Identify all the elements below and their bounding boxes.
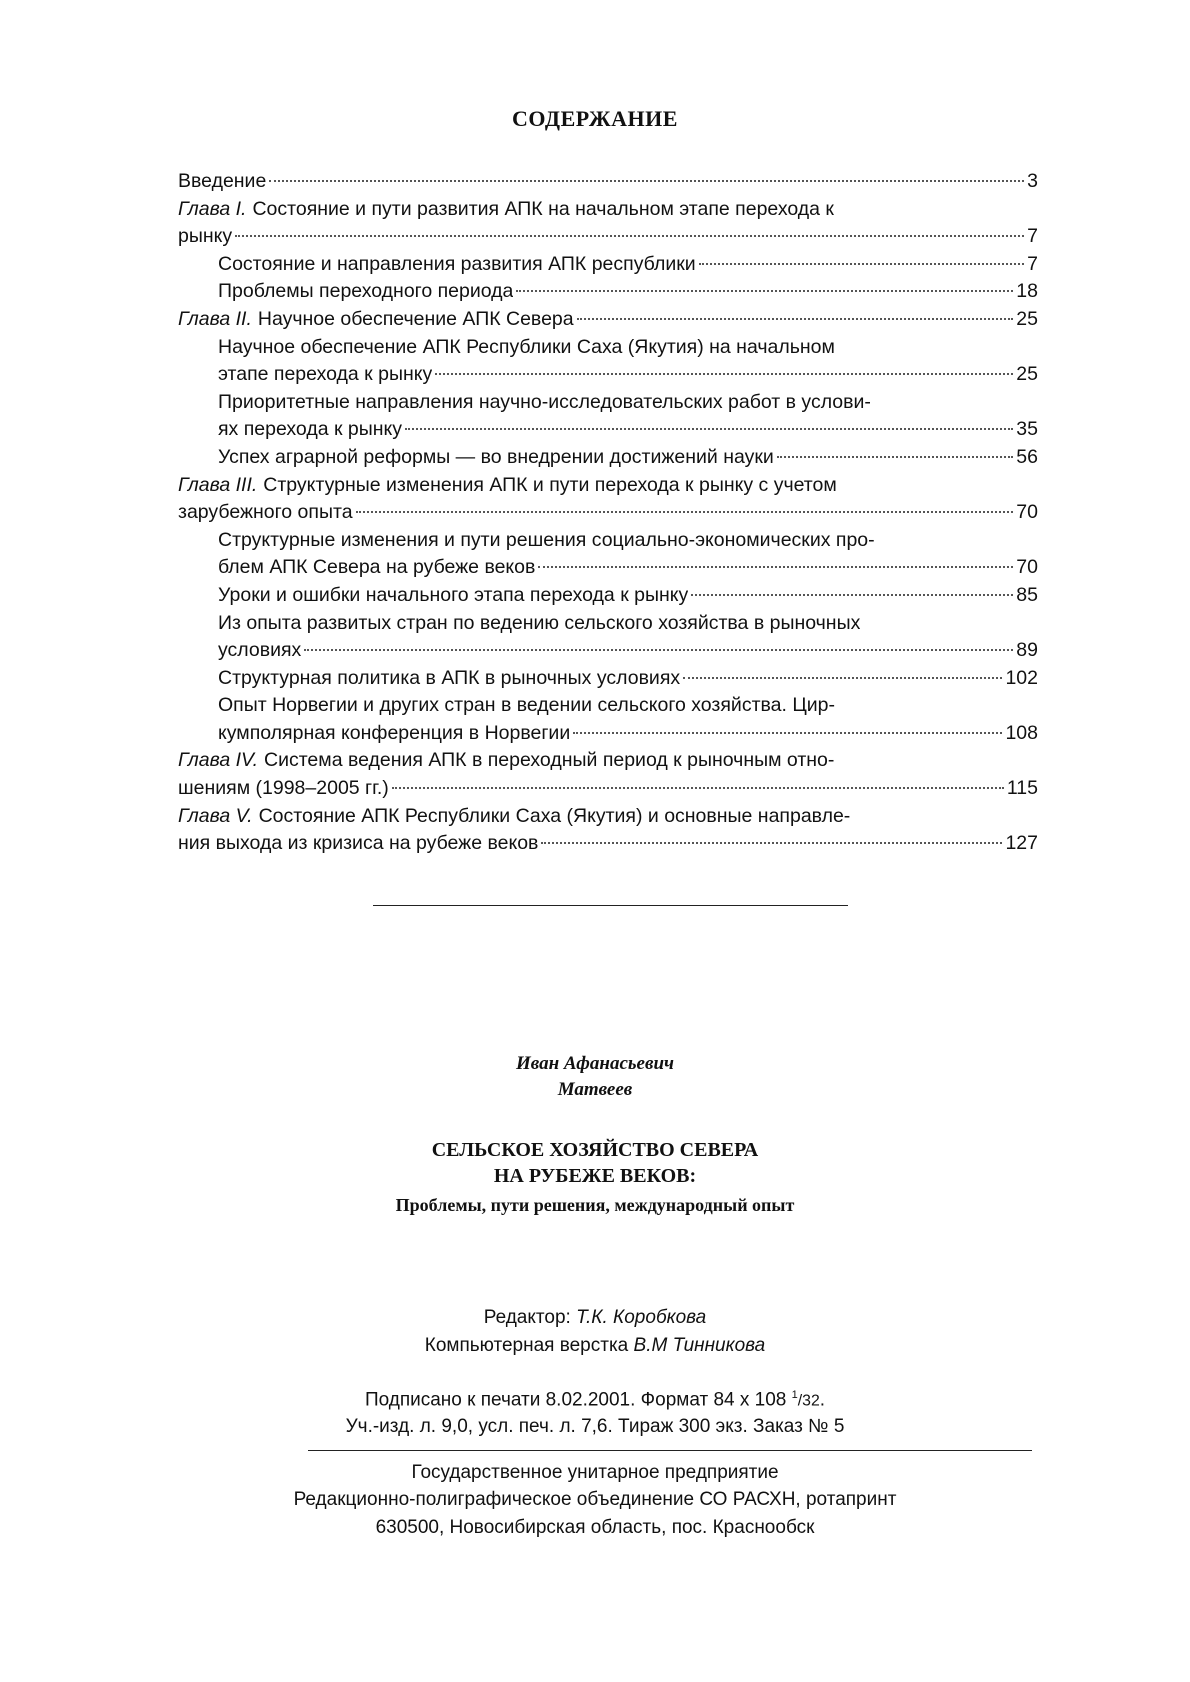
leader-dots bbox=[235, 235, 1024, 237]
toc-page-number: 108 bbox=[1005, 721, 1038, 744]
book-subtitle: Проблемы, пути решения, международный опыт bbox=[395, 1195, 795, 1215]
toc-entry-line bbox=[178, 665, 1038, 693]
toc-entry-line bbox=[178, 223, 1038, 251]
toc-page-number: 3 bbox=[1027, 170, 1038, 192]
leader-dots bbox=[691, 594, 1013, 596]
toc-entry-line bbox=[178, 830, 1038, 858]
print-info-line: Подписано к печати 8.02.2001. Формат 84 х 108 $^1$/32. bbox=[364, 1389, 826, 1411]
format-fraction-num: 1 bbox=[791, 1389, 798, 1401]
format-fraction-den: /32 bbox=[797, 1392, 820, 1410]
leader-dots bbox=[392, 787, 1004, 789]
leader-dots bbox=[516, 290, 1013, 292]
toc-entry-text: ях перехода к рынку bbox=[218, 418, 403, 441]
editor-name: Т.К. Коробкова bbox=[576, 1307, 707, 1328]
toc-entry-line bbox=[178, 610, 1038, 638]
toc-entry-line bbox=[178, 637, 1038, 665]
toc-entry-line bbox=[178, 499, 1038, 527]
leader-dots bbox=[538, 566, 1013, 568]
toc-page-number: 25 bbox=[1016, 363, 1038, 386]
toc-entry-line bbox=[178, 775, 1038, 803]
layout-label: Компьютерная верстка bbox=[424, 1335, 629, 1356]
author-first-name: Иван Афанасьевич bbox=[515, 1053, 675, 1074]
toc-entry-text: Успех аграрной реформы — во внедрении достижений науки bbox=[218, 445, 774, 468]
toc-entry-text: Приоритетные направления научно-исследовательских работ в услови- bbox=[218, 390, 871, 413]
toc-entry-text: Структурная политика в АПК в рыночных условиях bbox=[218, 666, 681, 689]
toc-entry-text: Состояние и пути развития АПК на начальном этапе перехода к bbox=[252, 197, 834, 220]
leader-dots bbox=[777, 456, 1014, 458]
toc-page-number: 7 bbox=[1027, 225, 1038, 248]
publisher-line-3: 630500, Новосибирская область, пос. Краснообск bbox=[375, 1517, 815, 1538]
layout-line bbox=[0, 1335, 1190, 1357]
toc-page-number: 115 bbox=[1006, 777, 1038, 800]
toc-entry-line bbox=[178, 278, 1038, 306]
toc-entry-line bbox=[178, 720, 1038, 748]
table-of-contents bbox=[178, 168, 1038, 858]
leader-dots bbox=[699, 263, 1024, 265]
leader-dots bbox=[541, 842, 1002, 844]
toc-entry-line bbox=[178, 444, 1038, 472]
toc-page-number: 35 bbox=[1016, 418, 1038, 441]
toc-entry-line bbox=[178, 251, 1038, 279]
toc-entry-line bbox=[178, 472, 1038, 500]
colophon-rule bbox=[308, 1450, 1032, 1451]
toc-entry-text: шениям (1998–2005 гг.) bbox=[178, 777, 389, 800]
toc-page-number: 85 bbox=[1016, 583, 1038, 606]
toc-entry-line bbox=[178, 692, 1038, 720]
toc-entry-text: Система ведения АПК в переходный период к рыночным отно- bbox=[264, 749, 835, 772]
toc-entry-text: Проблемы переходного периода bbox=[218, 280, 514, 303]
toc-entry-text: Структурные изменения и пути решения социально-экономических про- bbox=[218, 528, 875, 551]
toc-entry-line bbox=[178, 196, 1038, 224]
toc-entry-text: Структурные изменения АПК и пути перехода к рынку с учетом bbox=[263, 473, 837, 496]
leader-dots bbox=[405, 428, 1013, 430]
toc-entry-text: Состояние АПК Республики Саха (Якутия) и основные направле- bbox=[258, 804, 851, 827]
chapter-label: Глава II. bbox=[178, 307, 252, 330]
toc-page-number: 127 bbox=[1005, 832, 1038, 855]
toc-entry-line bbox=[178, 527, 1038, 555]
separator-line bbox=[373, 905, 848, 906]
leader-dots bbox=[435, 373, 1013, 375]
toc-entry-line bbox=[178, 361, 1038, 389]
toc-heading: СОДЕРЖАНИЕ bbox=[512, 106, 678, 131]
toc-page-number: 25 bbox=[1016, 307, 1038, 330]
chapter-label: Глава I. bbox=[178, 197, 247, 220]
toc-entry-line bbox=[178, 334, 1038, 362]
toc-page-number: 70 bbox=[1016, 556, 1038, 579]
toc-entry-line bbox=[178, 747, 1038, 775]
leader-dots bbox=[269, 180, 1024, 182]
toc-entry-line bbox=[178, 582, 1038, 610]
toc-entry-text: Из опыта развитых стран по ведению сельского хозяйства в рыночных bbox=[218, 611, 861, 634]
toc-page-number: 56 bbox=[1016, 445, 1038, 468]
print-info-line-2: Уч.-изд. л. 9,0, усл. печ. л. 7,6. Тираж 300 экз. Заказ № 5 bbox=[345, 1416, 845, 1437]
editor-label: Редактор: bbox=[483, 1307, 571, 1328]
toc-entry-line bbox=[178, 803, 1038, 831]
leader-dots bbox=[573, 732, 1002, 734]
book-title-line-1: СЕЛЬСКОЕ ХОЗЯЙСТВО СЕВЕРА bbox=[431, 1139, 759, 1161]
toc-entry-text: этапе перехода к рынку bbox=[218, 363, 433, 386]
author-last-name: Матвеев bbox=[557, 1079, 633, 1100]
toc-entry-line bbox=[178, 306, 1038, 334]
chapter-label: Глава III. bbox=[178, 473, 258, 496]
toc-entry-text: Введение bbox=[178, 170, 267, 192]
toc-page-number: 7 bbox=[1027, 252, 1038, 275]
layout-name: В.М Тинникова bbox=[633, 1335, 766, 1356]
toc-entry-line bbox=[178, 416, 1038, 444]
leader-dots bbox=[356, 511, 1014, 513]
toc-entry-text: условиях bbox=[218, 639, 302, 662]
toc-entry-text: Опыт Норвегии и других стран в ведении сельского хозяйства. Цир- bbox=[218, 694, 835, 717]
toc-entry-text: ния выхода из кризиса на рубеже веков bbox=[178, 832, 539, 855]
leader-dots bbox=[683, 677, 1002, 679]
toc-entry-line bbox=[178, 554, 1038, 582]
publisher-line-2: Редакционно-полиграфическое объединение СО РАСХН, ротапринт bbox=[293, 1489, 897, 1510]
chapter-label: Глава IV. bbox=[178, 749, 258, 772]
toc-entry-line bbox=[178, 389, 1038, 417]
toc-page-number: 18 bbox=[1016, 280, 1038, 303]
toc-entry-text: кумполярная конференция в Норвегии bbox=[218, 721, 571, 744]
toc-entry-text: зарубежного опыта bbox=[178, 501, 353, 524]
leader-dots bbox=[304, 649, 1013, 651]
print-info: Подписано к печати 8.02.2001. Формат 84 х 108 bbox=[364, 1389, 787, 1411]
publisher-line-1: Государственное унитарное предприятие bbox=[411, 1462, 779, 1483]
toc-entry-text: Научное обеспечение АПК Республики Саха (Якутия) на начальном bbox=[218, 335, 835, 358]
toc-entry-text: блем АПК Севера на рубеже веков bbox=[218, 556, 536, 579]
toc-entry-text: Научное обеспечение АПК Севера bbox=[257, 307, 574, 330]
toc-entry-text: Состояние и направления развития АПК республики bbox=[218, 252, 696, 275]
toc-page-number: 102 bbox=[1005, 666, 1038, 689]
book-title-line-2: НА РУБЕЖЕ ВЕКОВ: bbox=[493, 1165, 697, 1187]
toc-entry-text: Уроки и ошибки начального этапа перехода к рынку bbox=[218, 583, 689, 606]
toc-page-number: 70 bbox=[1016, 501, 1038, 524]
leader-dots bbox=[577, 318, 1014, 320]
chapter-label: Глава V. bbox=[178, 804, 253, 827]
toc-entry-text: рынку bbox=[178, 225, 233, 248]
toc-page-number: 89 bbox=[1016, 639, 1038, 662]
editor-line bbox=[0, 1307, 1190, 1329]
toc-entry-line bbox=[178, 168, 1038, 196]
